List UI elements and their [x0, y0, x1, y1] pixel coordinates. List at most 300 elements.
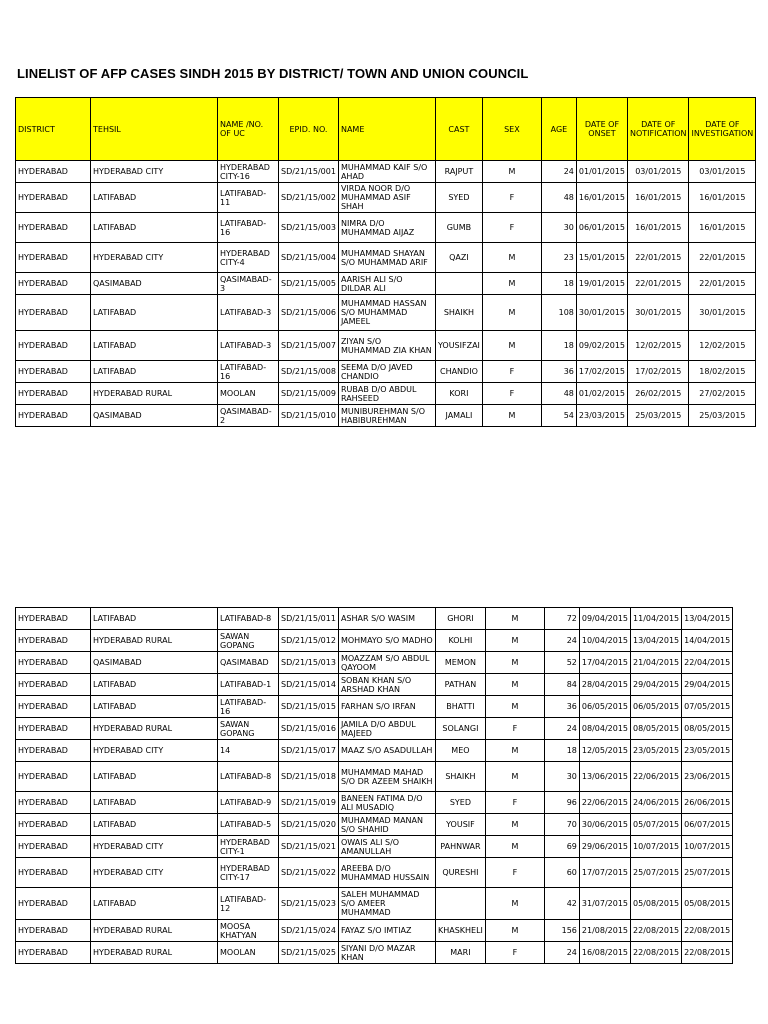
cell-investigation: 25/07/2015 — [682, 858, 733, 888]
cell-age: 70 — [544, 814, 579, 836]
cell-onset: 16/01/2015 — [576, 183, 627, 213]
cell-epid: SD/21/15/022 — [279, 858, 339, 888]
cell-notification: 22/01/2015 — [628, 243, 689, 273]
cell-name: AREEBA D/O MUHAMMAD HUSSAIN — [338, 858, 435, 888]
cell-notification: 16/01/2015 — [628, 183, 689, 213]
table-row — [16, 213, 756, 243]
cell-age: 60 — [544, 858, 579, 888]
cell-notification: 26/02/2015 — [628, 383, 689, 405]
cell-uc: LATIFABAD-3 — [218, 295, 279, 331]
cell-district: HYDERABAD — [16, 161, 91, 183]
cell-cast: RAJPUT — [435, 161, 482, 183]
cell-tehsil: LATIFABAD — [91, 213, 218, 243]
cell-name: RUBAB D/O ABDUL RAHSEED — [338, 383, 435, 405]
cell-uc: SAWAN GOPANG — [218, 630, 279, 652]
cell-onset: 13/06/2015 — [579, 762, 630, 792]
cell-name: VIRDA NOOR D/O MUHAMMAD ASIF SHAH — [338, 183, 435, 213]
cell-epid: SD/21/15/016 — [279, 718, 339, 740]
cell-uc: LATIFABAD-5 — [218, 814, 279, 836]
cell-district: HYDERABAD — [16, 814, 91, 836]
cell-investigation: 18/02/2015 — [689, 361, 756, 383]
cell-sex: F — [485, 792, 544, 814]
cell-epid: SD/21/15/003 — [279, 213, 339, 243]
cell-sex: M — [482, 295, 541, 331]
table-row — [16, 718, 733, 740]
cell-epid: SD/21/15/024 — [279, 920, 339, 942]
cell-district: HYDERABAD — [16, 740, 91, 762]
cell-name: OWAIS ALI S/O AMANULLAH — [338, 836, 435, 858]
cell-uc: HYDERABAD CITY-1 — [218, 836, 279, 858]
cell-age: 30 — [544, 762, 579, 792]
cell-age: 42 — [544, 888, 579, 920]
table-row — [16, 383, 756, 405]
cell-tehsil: LATIFABAD — [91, 361, 218, 383]
cell-age: 24 — [544, 630, 579, 652]
cell-cast: SYED — [435, 792, 485, 814]
cell-sex: M — [482, 273, 541, 295]
cell-epid: SD/21/15/012 — [279, 630, 339, 652]
cell-tehsil: HYDERABAD CITY — [91, 243, 218, 273]
cell-notification: 08/05/2015 — [631, 718, 682, 740]
cell-uc: LATIFABAD-1 — [218, 674, 279, 696]
cell-name: MOAZZAM S/O ABDUL QAYOOM — [338, 652, 435, 674]
cell-tehsil: QASIMABAD — [91, 652, 218, 674]
cell-cast: KHASKHELI — [435, 920, 485, 942]
cell-epid: SD/21/15/010 — [279, 405, 339, 427]
cell-sex: M — [482, 161, 541, 183]
cell-onset: 12/05/2015 — [579, 740, 630, 762]
cell-sex: F — [482, 183, 541, 213]
cell-district: HYDERABAD — [16, 630, 91, 652]
table-row — [16, 942, 733, 964]
cell-epid: SD/21/15/021 — [279, 836, 339, 858]
cell-onset: 08/04/2015 — [579, 718, 630, 740]
cell-epid: SD/21/15/001 — [279, 161, 339, 183]
cell-cast: QURESHI — [435, 858, 485, 888]
cell-notification: 11/04/2015 — [631, 608, 682, 630]
cell-notification: 21/04/2015 — [631, 652, 682, 674]
cell-district: HYDERABAD — [16, 888, 91, 920]
cell-district: HYDERABAD — [16, 213, 91, 243]
cell-district: HYDERABAD — [16, 942, 91, 964]
header-tehsil: TEHSIL — [91, 98, 218, 161]
cell-epid: SD/21/15/017 — [279, 740, 339, 762]
cell-onset: 06/05/2015 — [579, 696, 630, 718]
cell-name: MUHAMMAD MANAN S/O SHAHID — [338, 814, 435, 836]
cell-uc: MOOLAN — [218, 383, 279, 405]
cell-onset: 30/06/2015 — [579, 814, 630, 836]
cell-notification: 22/08/2015 — [631, 942, 682, 964]
cell-sex: F — [482, 383, 541, 405]
cell-sex: M — [485, 696, 544, 718]
table-row — [16, 920, 733, 942]
cell-cast: PATHAN — [435, 674, 485, 696]
cell-district: HYDERABAD — [16, 405, 91, 427]
cell-sex: M — [485, 814, 544, 836]
cell-investigation: 22/08/2015 — [682, 920, 733, 942]
cell-onset: 19/01/2015 — [576, 273, 627, 295]
cell-cast: YOUSIF — [435, 814, 485, 836]
cell-sex: F — [485, 718, 544, 740]
cell-uc: MOOLAN — [218, 942, 279, 964]
cell-age: 24 — [544, 718, 579, 740]
cell-tehsil: LATIFABAD — [91, 696, 218, 718]
cell-tehsil: LATIFABAD — [91, 331, 218, 361]
cell-investigation: 10/07/2015 — [682, 836, 733, 858]
cell-uc: QASIMABAD-3 — [218, 273, 279, 295]
cell-age: 52 — [544, 652, 579, 674]
cell-cast — [435, 273, 482, 295]
table-row — [16, 295, 756, 331]
cell-name: ASHAR S/O WASIM — [338, 608, 435, 630]
table-row — [16, 696, 733, 718]
cell-notification: 22/08/2015 — [631, 920, 682, 942]
header-row — [16, 98, 756, 161]
cell-age: 18 — [544, 740, 579, 762]
cell-notification: 29/04/2015 — [631, 674, 682, 696]
cell-cast: MARI — [435, 942, 485, 964]
cell-name: NIMRA D/O MUHAMMAD AIJAZ — [338, 213, 435, 243]
cell-district: HYDERABAD — [16, 674, 91, 696]
cell-name: MUNIBUREHMAN S/O HABIBUREHMAN — [338, 405, 435, 427]
cell-onset: 22/06/2015 — [579, 792, 630, 814]
cell-cast: YOUSIFZAI — [435, 331, 482, 361]
header-age: AGE — [541, 98, 576, 161]
cell-investigation: 26/06/2015 — [682, 792, 733, 814]
cell-age: 108 — [541, 295, 576, 331]
cell-tehsil: HYDERABAD CITY — [91, 836, 218, 858]
cell-uc: LATIFABAD-8 — [218, 608, 279, 630]
cell-name: BANEEN FATIMA D/O ALI MUSADIQ — [338, 792, 435, 814]
cell-cast: SOLANGI — [435, 718, 485, 740]
cell-tehsil: LATIFABAD — [91, 183, 218, 213]
table-row — [16, 836, 733, 858]
cell-investigation: 25/03/2015 — [689, 405, 756, 427]
cell-sex: M — [485, 920, 544, 942]
table-row — [16, 183, 756, 213]
cell-investigation: 27/02/2015 — [689, 383, 756, 405]
cell-tehsil: HYDERABAD RURAL — [91, 920, 218, 942]
cell-tehsil: LATIFABAD — [91, 814, 218, 836]
cell-onset: 09/04/2015 — [579, 608, 630, 630]
cell-name: SALEH MUHAMMAD S/O AMEER MUHAMMAD — [338, 888, 435, 920]
cell-epid: SD/21/15/018 — [279, 762, 339, 792]
cell-tehsil: LATIFABAD — [91, 295, 218, 331]
cell-uc: LATIFABAD-16 — [218, 361, 279, 383]
cell-epid: SD/21/15/009 — [279, 383, 339, 405]
cell-notification: 25/03/2015 — [628, 405, 689, 427]
cell-age: 96 — [544, 792, 579, 814]
cell-cast — [435, 888, 485, 920]
cell-district: HYDERABAD — [16, 920, 91, 942]
cell-notification: 06/05/2015 — [631, 696, 682, 718]
cell-sex: F — [482, 213, 541, 243]
table-row — [16, 161, 756, 183]
cell-age: 69 — [544, 836, 579, 858]
cell-onset: 10/04/2015 — [579, 630, 630, 652]
cell-district: HYDERABAD — [16, 792, 91, 814]
header-epid: EPID. NO. — [279, 98, 339, 161]
table-row — [16, 762, 733, 792]
cell-cast: SYED — [435, 183, 482, 213]
cell-investigation: 22/01/2015 — [689, 243, 756, 273]
cell-onset: 17/04/2015 — [579, 652, 630, 674]
cell-investigation: 07/05/2015 — [682, 696, 733, 718]
cell-uc: HYDERABAD CITY-16 — [218, 161, 279, 183]
cell-uc: LATIFABAD-16 — [218, 213, 279, 243]
cell-onset: 06/01/2015 — [576, 213, 627, 243]
cell-name: FAYAZ S/O IMTIAZ — [338, 920, 435, 942]
table-row — [16, 630, 733, 652]
cell-district: HYDERABAD — [16, 273, 91, 295]
cell-investigation: 22/01/2015 — [689, 273, 756, 295]
cell-investigation: 05/08/2015 — [682, 888, 733, 920]
page-title: LINELIST OF AFP CASES SINDH 2015 BY DISTRICT/ TOWN AND UNION COUNCIL — [17, 66, 529, 81]
cell-investigation: 14/04/2015 — [682, 630, 733, 652]
cell-uc: LATIFABAD-8 — [218, 762, 279, 792]
cell-epid: SD/21/15/020 — [279, 814, 339, 836]
cell-tehsil: LATIFABAD — [91, 608, 218, 630]
cell-sex: F — [485, 858, 544, 888]
cell-investigation: 22/04/2015 — [682, 652, 733, 674]
cell-onset: 17/07/2015 — [579, 858, 630, 888]
cell-investigation: 03/01/2015 — [689, 161, 756, 183]
cell-tehsil: HYDERABAD CITY — [91, 858, 218, 888]
cell-age: 23 — [541, 243, 576, 273]
cell-sex: M — [485, 888, 544, 920]
table-row — [16, 792, 733, 814]
cell-sex: M — [485, 674, 544, 696]
cell-cast: QAZI — [435, 243, 482, 273]
cell-cast: CHANDIO — [435, 361, 482, 383]
cell-epid: SD/21/15/023 — [279, 888, 339, 920]
cell-investigation: 29/04/2015 — [682, 674, 733, 696]
cell-district: HYDERABAD — [16, 183, 91, 213]
cell-age: 18 — [541, 331, 576, 361]
table-row — [16, 858, 733, 888]
cell-tehsil: HYDERABAD RURAL — [91, 718, 218, 740]
cell-sex: M — [485, 652, 544, 674]
cell-tehsil: LATIFABAD — [91, 674, 218, 696]
cell-age: 30 — [541, 213, 576, 243]
cell-investigation: 08/05/2015 — [682, 718, 733, 740]
cell-epid: SD/21/15/007 — [279, 331, 339, 361]
header-district: DISTRICT — [16, 98, 91, 161]
cell-cast: SHAIKH — [435, 295, 482, 331]
cell-uc: SAWAN GOPANG — [218, 718, 279, 740]
cell-cast: GHORI — [435, 608, 485, 630]
cell-tehsil: LATIFABAD — [91, 888, 218, 920]
cell-name: MUHAMMAD KAIF S/O AHAD — [338, 161, 435, 183]
cell-district: HYDERABAD — [16, 243, 91, 273]
table-row — [16, 652, 733, 674]
cell-name: FARHAN S/O IRFAN — [338, 696, 435, 718]
cell-uc: HYDERABAD CITY-4 — [218, 243, 279, 273]
cell-notification: 05/07/2015 — [631, 814, 682, 836]
header-name: NAME — [338, 98, 435, 161]
cell-tehsil: LATIFABAD — [91, 762, 218, 792]
cell-sex: M — [482, 243, 541, 273]
cell-onset: 31/07/2015 — [579, 888, 630, 920]
cell-district: HYDERABAD — [16, 858, 91, 888]
cell-sex: M — [485, 762, 544, 792]
cell-cast: SHAIKH — [435, 762, 485, 792]
cell-cast: GUMB — [435, 213, 482, 243]
header-cast: CAST — [435, 98, 482, 161]
cell-notification: 25/07/2015 — [631, 858, 682, 888]
cell-epid: SD/21/15/025 — [279, 942, 339, 964]
cell-uc: LATIFABAD-16 — [218, 696, 279, 718]
cell-district: HYDERABAD — [16, 383, 91, 405]
cell-uc: HYDERABAD CITY-17 — [218, 858, 279, 888]
cell-name: ZIYAN S/O MUHAMMAD ZIA KHAN — [338, 331, 435, 361]
cell-investigation: 13/04/2015 — [682, 608, 733, 630]
cell-investigation: 16/01/2015 — [689, 213, 756, 243]
cell-epid: SD/21/15/019 — [279, 792, 339, 814]
cell-tehsil: HYDERABAD RURAL — [91, 630, 218, 652]
cell-district: HYDERABAD — [16, 608, 91, 630]
afp-cases-table-part-2 — [15, 607, 733, 964]
cell-investigation: 23/06/2015 — [682, 762, 733, 792]
table-row — [16, 361, 756, 383]
cell-age: 18 — [541, 273, 576, 295]
cell-epid: SD/21/15/008 — [279, 361, 339, 383]
cell-investigation: 06/07/2015 — [682, 814, 733, 836]
cell-onset: 01/01/2015 — [576, 161, 627, 183]
table-row — [16, 740, 733, 762]
cell-onset: 16/08/2015 — [579, 942, 630, 964]
cell-age: 54 — [541, 405, 576, 427]
table-row — [16, 273, 756, 295]
cell-onset: 28/04/2015 — [579, 674, 630, 696]
cell-name: MUHAMMAD SHAYAN S/O MUHAMMAD ARIF — [338, 243, 435, 273]
cell-notification: 23/05/2015 — [631, 740, 682, 762]
cell-sex: F — [485, 942, 544, 964]
cell-notification: 03/01/2015 — [628, 161, 689, 183]
cell-notification: 30/01/2015 — [628, 295, 689, 331]
cell-district: HYDERABAD — [16, 652, 91, 674]
cell-district: HYDERABAD — [16, 836, 91, 858]
cell-district: HYDERABAD — [16, 696, 91, 718]
cell-tehsil: HYDERABAD CITY — [91, 740, 218, 762]
cell-investigation: 16/01/2015 — [689, 183, 756, 213]
table-row — [16, 888, 733, 920]
header-uc: NAME /NO. OF UC — [218, 98, 279, 161]
table-row — [16, 674, 733, 696]
cell-cast: PAHNWAR — [435, 836, 485, 858]
cell-cast: MEMON — [435, 652, 485, 674]
cell-investigation: 22/08/2015 — [682, 942, 733, 964]
cell-sex: M — [482, 331, 541, 361]
cell-notification: 16/01/2015 — [628, 213, 689, 243]
table-row — [16, 331, 756, 361]
cell-age: 24 — [541, 161, 576, 183]
cell-uc: LATIFABAD-9 — [218, 792, 279, 814]
cell-name: MUHAMMAD MAHAD S/O DR AZEEM SHAIKH — [338, 762, 435, 792]
cell-onset: 30/01/2015 — [576, 295, 627, 331]
cell-age: 48 — [541, 183, 576, 213]
cell-cast: MEO — [435, 740, 485, 762]
cell-sex: F — [482, 361, 541, 383]
cell-notification: 05/08/2015 — [631, 888, 682, 920]
table-row — [16, 405, 756, 427]
cell-uc: LATIFABAD-11 — [218, 183, 279, 213]
cell-name: MOHMAYO S/O MADHO — [338, 630, 435, 652]
cell-age: 24 — [544, 942, 579, 964]
cell-onset: 23/03/2015 — [576, 405, 627, 427]
cell-sex: M — [485, 630, 544, 652]
cell-onset: 17/02/2015 — [576, 361, 627, 383]
cell-notification: 17/02/2015 — [628, 361, 689, 383]
table-row — [16, 814, 733, 836]
cell-age: 48 — [541, 383, 576, 405]
cell-investigation: 30/01/2015 — [689, 295, 756, 331]
cell-name: SIYANI D/O MAZAR KHAN — [338, 942, 435, 964]
table-row — [16, 243, 756, 273]
cell-onset: 29/06/2015 — [579, 836, 630, 858]
cell-uc: 14 — [218, 740, 279, 762]
cell-notification: 10/07/2015 — [631, 836, 682, 858]
cell-age: 84 — [544, 674, 579, 696]
cell-name: MAAZ S/O ASADULLAH — [338, 740, 435, 762]
cell-notification: 24/06/2015 — [631, 792, 682, 814]
cell-onset: 01/02/2015 — [576, 383, 627, 405]
cell-sex: M — [482, 405, 541, 427]
cell-onset: 21/08/2015 — [579, 920, 630, 942]
cell-epid: SD/21/15/015 — [279, 696, 339, 718]
cell-sex: M — [485, 836, 544, 858]
header-investigation: DATE OF INVESTIGATION — [689, 98, 756, 161]
cell-age: 36 — [541, 361, 576, 383]
header-notification: DATE OF NOTIFICATION — [628, 98, 689, 161]
cell-epid: SD/21/15/011 — [279, 608, 339, 630]
afp-cases-table-part-1 — [15, 97, 756, 427]
cell-name: SEEMA D/O JAVED CHANDIO — [338, 361, 435, 383]
cell-investigation: 12/02/2015 — [689, 331, 756, 361]
cell-epid: SD/21/15/013 — [279, 652, 339, 674]
cell-district: HYDERABAD — [16, 718, 91, 740]
cell-age: 72 — [544, 608, 579, 630]
cell-name: AARISH ALI S/O DILDAR ALI — [338, 273, 435, 295]
header-onset: DATE OF ONSET — [576, 98, 627, 161]
table-row — [16, 608, 733, 630]
cell-tehsil: HYDERABAD RURAL — [91, 383, 218, 405]
cell-epid: SD/21/15/005 — [279, 273, 339, 295]
cell-sex: M — [485, 740, 544, 762]
cell-cast: KORI — [435, 383, 482, 405]
cell-tehsil: QASIMABAD — [91, 273, 218, 295]
cell-tehsil: LATIFABAD — [91, 792, 218, 814]
cell-uc: LATIFABAD-12 — [218, 888, 279, 920]
cell-name: JAMILA D/O ABDUL MAJEED — [338, 718, 435, 740]
cell-onset: 15/01/2015 — [576, 243, 627, 273]
cell-uc: QASIMABAD-2 — [218, 405, 279, 427]
cell-district: HYDERABAD — [16, 361, 91, 383]
cell-tehsil: HYDERABAD RURAL — [91, 942, 218, 964]
cell-uc: QASIMABAD — [218, 652, 279, 674]
cell-district: HYDERABAD — [16, 331, 91, 361]
cell-notification: 13/04/2015 — [631, 630, 682, 652]
cell-notification: 22/06/2015 — [631, 762, 682, 792]
cell-onset: 09/02/2015 — [576, 331, 627, 361]
cell-cast: BHATTI — [435, 696, 485, 718]
cell-epid: SD/21/15/014 — [279, 674, 339, 696]
cell-age: 36 — [544, 696, 579, 718]
cell-name: MUHAMMAD HASSAN S/O MUHAMMAD JAMEEL — [338, 295, 435, 331]
cell-notification: 22/01/2015 — [628, 273, 689, 295]
cell-tehsil: HYDERABAD CITY — [91, 161, 218, 183]
cell-cast: JAMALI — [435, 405, 482, 427]
